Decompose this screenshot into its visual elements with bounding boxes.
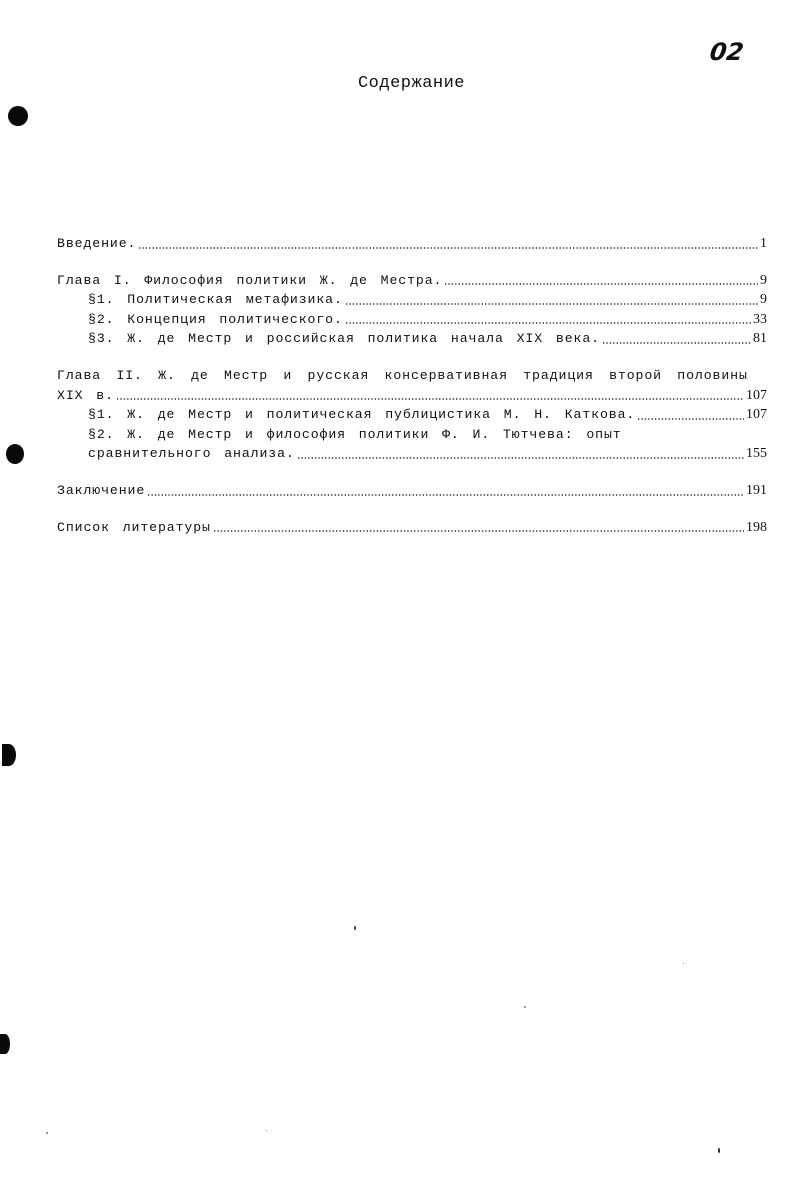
scan-speck xyxy=(46,1132,48,1134)
leader-dots xyxy=(297,457,744,459)
toc-entry-label: Введение. xyxy=(57,236,137,251)
toc-entry-page: 107 xyxy=(746,387,767,403)
toc-entry-label: §1. Ж. де Местр и политическая публицистика М. Н. Каткова. xyxy=(88,407,636,423)
toc-entry-page: 81 xyxy=(753,331,767,347)
leader-dots xyxy=(345,303,758,305)
toc-entry-page: 155 xyxy=(746,446,767,462)
scan-speck xyxy=(718,1148,720,1153)
toc-entry-label: Глава II. Ж. де Местр и русская консервативная традиция второй половины xyxy=(57,367,748,383)
toc-entry-label: XIX в. xyxy=(57,387,114,403)
toc-entry-page: 198 xyxy=(746,519,767,535)
toc-entry-ch2-section-2-line-2 xyxy=(57,444,767,464)
toc-entry-ch1-section-2 xyxy=(57,310,767,330)
toc-entry-label: сравнительного анализа. xyxy=(88,446,295,462)
leader-dots xyxy=(602,342,751,344)
leader-dots xyxy=(345,322,751,324)
scan-speck xyxy=(683,963,684,964)
toc-entry-references xyxy=(57,518,767,538)
toc-entry-chapter-2-line-2 xyxy=(57,386,767,406)
punch-hole xyxy=(6,444,24,464)
punch-hole xyxy=(0,1034,10,1054)
scan-speck xyxy=(266,1130,267,1131)
leader-dots xyxy=(637,418,744,420)
page-title: Содержание xyxy=(357,74,466,93)
toc-entry-label: §1. Политическая метафизика. xyxy=(88,292,343,308)
toc-entry-page: 9 xyxy=(760,272,767,288)
leader-dots xyxy=(147,494,744,496)
leader-dots xyxy=(116,398,744,400)
toc-entry-ch1-section-3 xyxy=(57,329,767,349)
toc-entry-ch2-section-2-line-1 xyxy=(57,425,767,445)
scan-speck xyxy=(354,926,356,930)
scan-speck xyxy=(524,1006,526,1008)
toc-entry-label: Глава I. Философия политики Ж. де Местра. xyxy=(57,272,443,288)
toc-entry-label: §2. Концепция политического. xyxy=(88,311,343,327)
toc-entry-page: 33 xyxy=(753,311,767,327)
toc-entry-label: Заключение xyxy=(57,482,146,498)
toc-entry-page: 9 xyxy=(760,292,767,308)
toc-entry-ch2-section-1 xyxy=(57,405,767,425)
toc-entry-chapter-1 xyxy=(57,271,767,291)
toc-entry-intro xyxy=(57,234,767,254)
toc-entry-page: 191 xyxy=(746,482,767,498)
leader-dots xyxy=(213,530,744,532)
toc-entry-chapter-2-line-1 xyxy=(57,366,767,386)
toc-entry-page: 1 xyxy=(760,236,767,251)
toc-entry-label: §3. Ж. де Местр и российская политика начала XIX века. xyxy=(88,331,600,347)
punch-hole xyxy=(2,744,16,766)
toc-entry-conclusion xyxy=(57,481,767,501)
toc-entry-label: Список литературы xyxy=(57,519,211,535)
leader-dots xyxy=(444,283,758,285)
handwritten-page-mark: 02 xyxy=(708,38,746,66)
table-of-contents xyxy=(57,234,767,537)
toc-entry-page: 107 xyxy=(746,407,767,423)
leader-dots xyxy=(138,247,758,249)
toc-entry-label: §2. Ж. де Местр и философия политики Ф. И. Тютчева: опыт xyxy=(88,426,622,442)
toc-entry-ch1-section-1 xyxy=(57,290,767,310)
punch-hole xyxy=(8,106,28,126)
